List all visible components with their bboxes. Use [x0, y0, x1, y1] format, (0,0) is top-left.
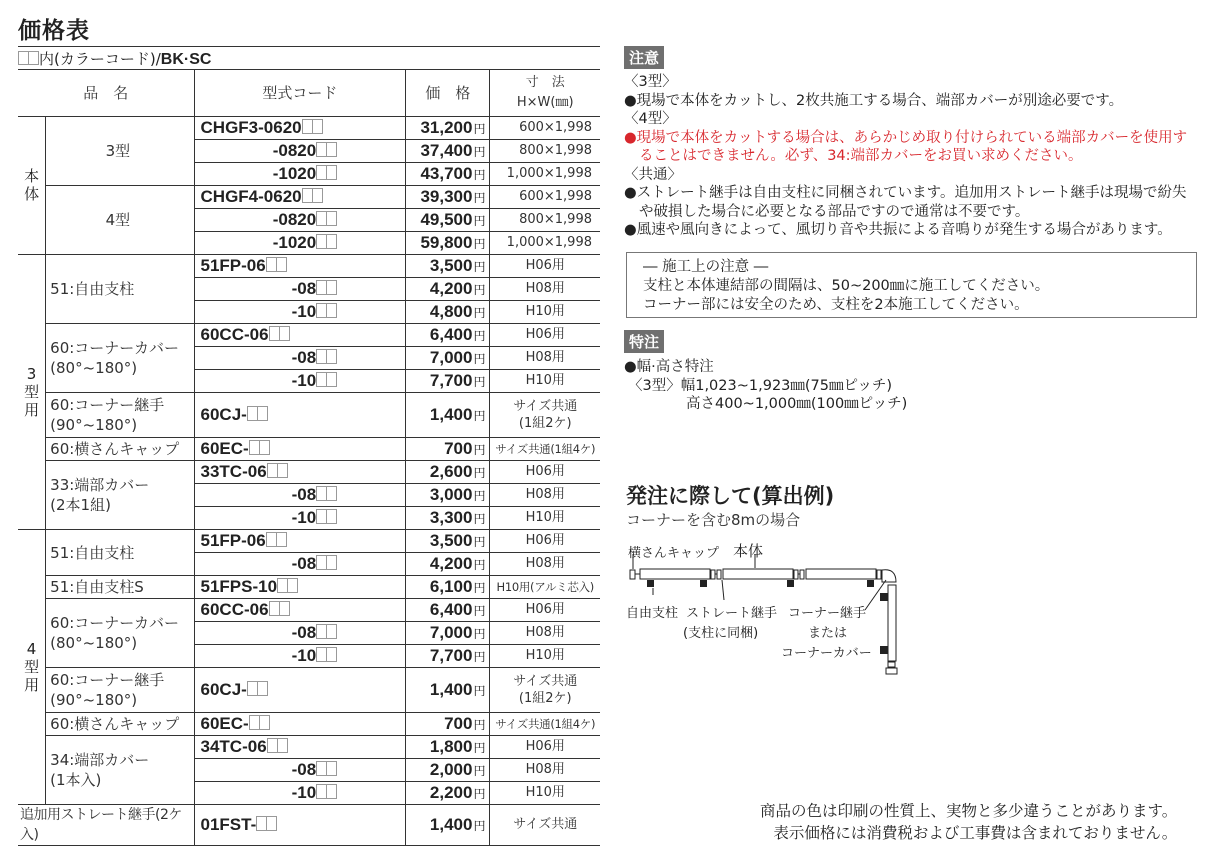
table-row	[18, 117, 600, 140]
price: 6,400円	[406, 599, 490, 622]
product-name: 60:コーナーカバー (80°~180°)	[46, 599, 194, 668]
model-code: 34TC-06	[194, 736, 406, 759]
page-title: 価格表	[18, 18, 90, 44]
label-or: または	[808, 626, 848, 641]
table-row	[18, 713, 600, 736]
dimension: H06用	[490, 599, 600, 622]
price: 7,700円	[406, 645, 490, 668]
model-code: -10	[194, 645, 406, 668]
model-code: -08	[194, 553, 406, 576]
color-codes: BK·SC	[160, 51, 212, 68]
price: 4,200円	[406, 278, 490, 301]
model-code: 60EC-	[194, 438, 406, 461]
product-name: 追加用ストレート継手(2ケ入)	[18, 805, 194, 846]
caution-badge: 注意	[624, 46, 664, 69]
footer-notes: 商品の色は印刷の性質上、実物と多少違うことがあります。 表示価格には消費税および工事費は含まれておりません。	[760, 802, 1178, 842]
label-straight-joint-note: (支柱に同梱)	[683, 626, 759, 641]
model-code: -08	[194, 347, 406, 370]
model-code: -08	[194, 759, 406, 782]
table-row	[18, 461, 600, 484]
product-name: 33:端部カバー (2本1組)	[46, 461, 194, 530]
price: 59,800円	[406, 232, 490, 255]
product-name: 60:コーナー継手 (90°~180°)	[46, 668, 194, 713]
model-code: 51FP-06	[194, 255, 406, 278]
dimension: H08用	[490, 553, 600, 576]
price: 700円	[406, 438, 490, 461]
price: 3,300円	[406, 507, 490, 530]
dimension: H10用	[490, 507, 600, 530]
table-row	[18, 255, 600, 278]
special-order-badge: 特注	[624, 330, 664, 353]
model-code: 33TC-06	[194, 461, 406, 484]
table-row	[18, 576, 600, 599]
dimension: サイズ共通 (1組2ケ)	[490, 668, 600, 713]
label-body: 本体	[733, 542, 764, 560]
caution-notes: 〈3型〉 ●現場で本体をカットし、2枚共施工する場合、端部カバーが別途必要です。 〈4型〉 ●現場で本体をカットする場合は、あらかじめ取り付けられている端部カバーを使用す ることはできません。必ず、34:端部カバーをお買い求めください。 〈共通〉 ●ストレート継手は自由支柱に同梱されています。追加用ストレート継手は現場で紛失 や破損した場合に必要となる部品ですので通常は不要です。 ●風速や風向きによって、風切り音や共振による音鳴りが発生する場合があります。	[624, 73, 1204, 240]
price: 4,200円	[406, 553, 490, 576]
dimension: 1,000×1,998	[490, 163, 600, 186]
header-name: 品 名	[18, 70, 194, 117]
product-name: 51:自由支柱S	[46, 576, 194, 599]
dimension: サイズ共通(1組4ケ)	[490, 713, 600, 736]
model-code: -10	[194, 370, 406, 393]
model-code: -10	[194, 507, 406, 530]
price: 3,500円	[406, 530, 490, 553]
price-table	[18, 69, 600, 846]
price: 31,200円	[406, 117, 490, 140]
table-row	[18, 530, 600, 553]
table-row	[18, 805, 600, 846]
section-label: 3 型 用	[18, 255, 46, 530]
label-corner-joint: コーナー継手	[788, 606, 867, 621]
color-code-box	[28, 51, 39, 65]
section-label: 本 体	[18, 117, 46, 255]
header-dimensions: 寸 法 H×W(㎜)	[490, 70, 600, 117]
dimension: H06用	[490, 530, 600, 553]
label-corner-cover: コーナーカバー	[781, 646, 872, 661]
dimension: サイズ共通	[490, 805, 600, 846]
product-name: 51:自由支柱	[46, 255, 194, 324]
header-code: 型式コード	[194, 70, 406, 117]
header-price: 価 格	[406, 70, 490, 117]
model-code: -08	[194, 484, 406, 507]
dimension: H08用	[490, 278, 600, 301]
model-code: CHGF3-0620	[194, 117, 406, 140]
table-row	[18, 599, 600, 622]
section-label: 4 型 用	[18, 530, 46, 805]
model-code: -08	[194, 278, 406, 301]
model-code: -1020	[194, 232, 406, 255]
label-end-cap: 横さんキャップ	[628, 546, 720, 561]
model-code: 60CC-06	[194, 599, 406, 622]
price: 1,800円	[406, 736, 490, 759]
dimension: H08用	[490, 347, 600, 370]
price: 1,400円	[406, 805, 490, 846]
model-code: 60EC-	[194, 713, 406, 736]
dimension: 600×1,998	[490, 117, 600, 140]
product-name: 60:横さんキャップ	[46, 438, 194, 461]
price: 7,700円	[406, 370, 490, 393]
model-code: -1020	[194, 163, 406, 186]
dimension: H10用	[490, 301, 600, 324]
model-code: 01FST-	[194, 805, 406, 846]
dimension: サイズ共通(1組4ケ)	[490, 438, 600, 461]
dimension: H08用	[490, 759, 600, 782]
model-code: -10	[194, 782, 406, 805]
price: 39,300円	[406, 186, 490, 209]
label-straight-joint: ストレート継手	[686, 606, 778, 621]
model-code: 51FPS-10	[194, 576, 406, 599]
dimension: H10用	[490, 370, 600, 393]
dimension: H06用	[490, 461, 600, 484]
price: 37,400円	[406, 140, 490, 163]
price: 2,600円	[406, 461, 490, 484]
dimension: 1,000×1,998	[490, 232, 600, 255]
model-code: 60CJ-	[194, 393, 406, 438]
price: 1,400円	[406, 668, 490, 713]
order-example-subtitle: コーナーを含む8mの場合	[626, 511, 801, 529]
dimension: H10用(アルミ芯入)	[490, 576, 600, 599]
table-row	[18, 736, 600, 759]
price: 6,400円	[406, 324, 490, 347]
dimension: 800×1,998	[490, 209, 600, 232]
dimension: H10用	[490, 645, 600, 668]
table-row	[18, 186, 600, 209]
model-code: -0820	[194, 209, 406, 232]
model-code: 60CC-06	[194, 324, 406, 347]
table-row	[18, 393, 600, 438]
model-code: 60CJ-	[194, 668, 406, 713]
special-order-notes: ●幅·高さ特注 〈3型〉幅1,023~1,923㎜(75㎜ピッチ) 高さ400~1,000㎜(100㎜ピッチ)	[624, 359, 908, 412]
dimension: H08用	[490, 484, 600, 507]
price: 7,000円	[406, 622, 490, 645]
product-name: 60:コーナーカバー (80°~180°)	[46, 324, 194, 393]
product-name: 3型	[46, 117, 194, 186]
construction-caution-box: ― 施工上の注意 ― 支柱と本体連結部の間隔は、50~200㎜に施工してください。 コーナー部には安全のため、支柱を2本施工してください。	[626, 252, 1197, 318]
product-name: 60:横さんキャップ	[46, 713, 194, 736]
price: 3,500円	[406, 255, 490, 278]
model-code: 51FP-06	[194, 530, 406, 553]
dimension: H06用	[490, 255, 600, 278]
table-row	[18, 438, 600, 461]
dimension: 800×1,998	[490, 140, 600, 163]
price: 1,400円	[406, 393, 490, 438]
dimension: H06用	[490, 736, 600, 759]
product-name: 34:端部カバー (1本入)	[46, 736, 194, 805]
product-name: 60:コーナー継手 (90°~180°)	[46, 393, 194, 438]
dimension: 600×1,998	[490, 186, 600, 209]
price: 3,000円	[406, 484, 490, 507]
price: 2,200円	[406, 782, 490, 805]
price: 7,000円	[406, 347, 490, 370]
price: 4,800円	[406, 301, 490, 324]
price: 6,100円	[406, 576, 490, 599]
table-row	[18, 324, 600, 347]
table-row	[18, 668, 600, 713]
dimension: サイズ共通 (1組2ケ)	[490, 393, 600, 438]
product-name: 51:自由支柱	[46, 530, 194, 576]
label-post: 自由支柱	[626, 606, 679, 621]
title-rule	[18, 46, 600, 47]
model-code: -08	[194, 622, 406, 645]
product-name: 4型	[46, 186, 194, 255]
order-example-title: 発注に際して(算出例)	[626, 484, 835, 508]
dimension: H10用	[490, 782, 600, 805]
price: 2,000円	[406, 759, 490, 782]
price: 43,700円	[406, 163, 490, 186]
red-warning: ●現場で本体をカットする場合は、あらかじめ取り付けられている端部カバーを使用す	[624, 129, 1188, 146]
price: 700円	[406, 713, 490, 736]
dimension: H06用	[490, 324, 600, 347]
color-code-note: 内(カラーコード)/BK·SC	[18, 48, 211, 69]
model-code: CHGF4-0620	[194, 186, 406, 209]
model-code: -10	[194, 301, 406, 324]
price: 49,500円	[406, 209, 490, 232]
model-code: -0820	[194, 140, 406, 163]
dimension: H08用	[490, 622, 600, 645]
